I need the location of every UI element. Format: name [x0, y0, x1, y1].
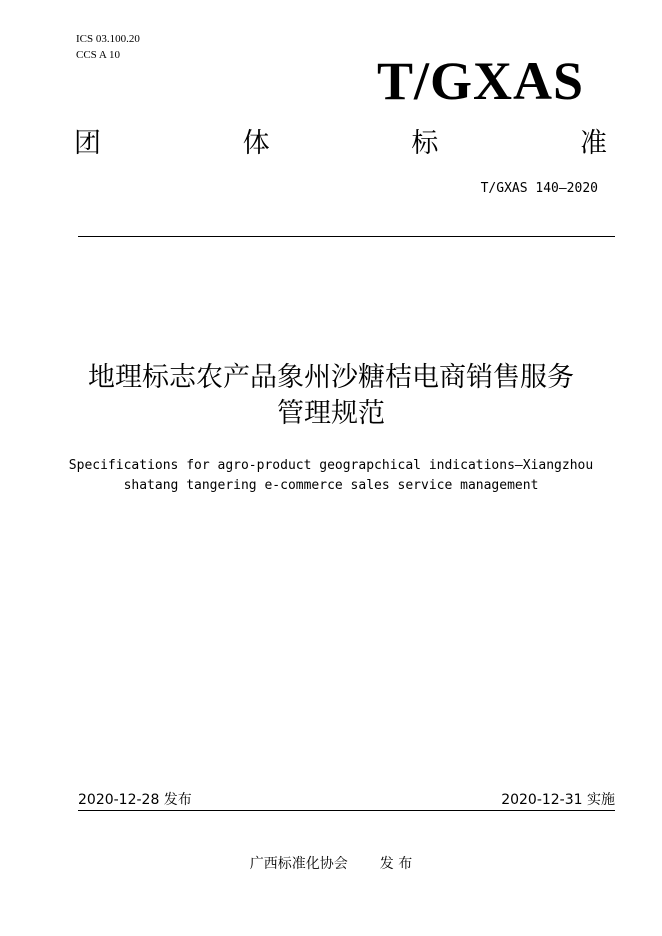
date-row	[78, 790, 615, 810]
standard-number: T/GXAS 140—2020	[480, 181, 598, 196]
english-title	[40, 456, 622, 496]
standard-type-char: 准	[579, 128, 607, 159]
ics-code: ICS 03.100.20	[76, 33, 140, 45]
ccs-code: CCS A 10	[76, 49, 121, 61]
standard-type-char: 标	[411, 128, 439, 159]
chinese-title-line: 地理标志农产品象州沙糖桔电商销售服务	[88, 362, 574, 393]
issue-date: 2020-12-28 发布	[78, 792, 192, 808]
chinese-title	[40, 360, 622, 432]
standard-type-char: 体	[242, 128, 270, 159]
english-title-line: Specifications for agro-product geograpchical indications—Xiangzhou	[68, 458, 594, 473]
chinese-title-line: 管理规范	[277, 398, 385, 429]
standard-type-char: 团	[74, 128, 101, 159]
publisher-name: 广西标准化协会	[249, 856, 348, 872]
standard-logo: T/GXAS	[376, 51, 584, 111]
header-divider	[78, 236, 615, 237]
publisher-line	[0, 854, 662, 874]
footer-divider	[78, 810, 615, 811]
standard-type	[74, 124, 607, 164]
publish-action: 发 布	[379, 856, 413, 872]
implementation-date: 2020-12-31 实施	[501, 792, 615, 808]
english-title-line: shatang tangering e-commerce sales service management	[123, 478, 539, 493]
